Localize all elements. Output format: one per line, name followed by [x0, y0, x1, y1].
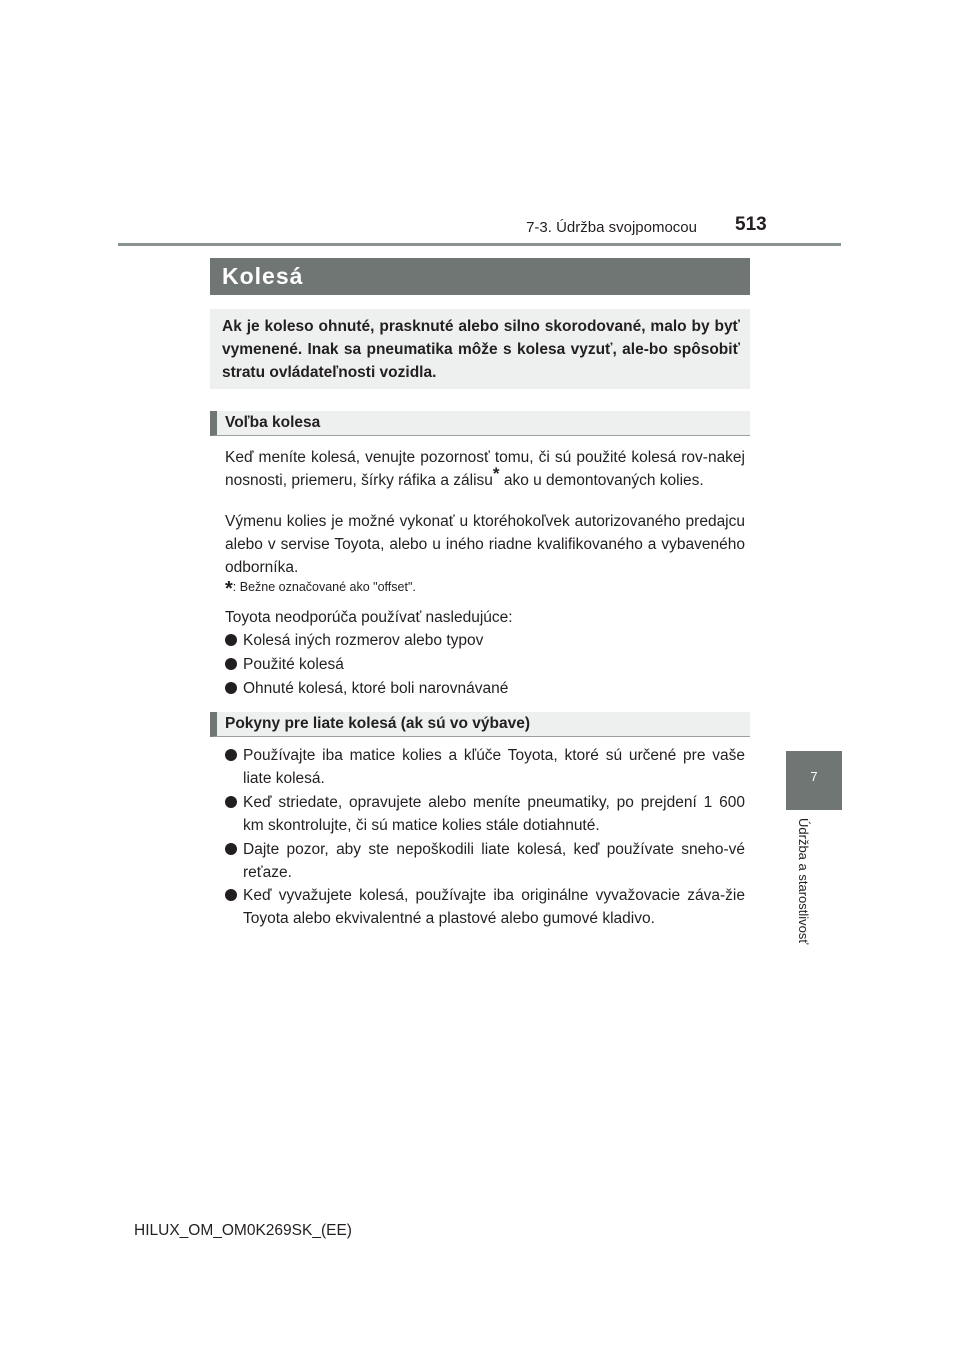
- footnote-star: *: [225, 578, 233, 600]
- bullet-icon: [225, 658, 237, 670]
- list-item-text: Ohnuté kolesá, ktoré boli narovnávané: [243, 680, 509, 697]
- header-rule: [118, 243, 841, 246]
- chapter-tab: [786, 751, 842, 810]
- bullet-icon: [225, 796, 237, 808]
- document-code: HILUX_OM_OM0K269SK_(EE): [134, 1222, 352, 1239]
- chapter-title-vertical: [796, 818, 816, 968]
- page-number: 513: [735, 214, 767, 235]
- paragraph-wheel-specs: [225, 446, 745, 492]
- list-item: [225, 744, 745, 790]
- bullet-icon: [225, 682, 237, 694]
- page-title: Kolesá: [222, 263, 304, 289]
- chapter-number: 7: [810, 769, 818, 784]
- paragraph-not-recommended: Toyota neodporúča používať nasledujúce:: [225, 609, 513, 626]
- footnote: [225, 578, 416, 601]
- list-item: [225, 653, 745, 676]
- subheading-alloy-wheels: [210, 712, 750, 737]
- chapter-title-text: Údržba a starostlivosť: [796, 818, 811, 945]
- paragraph-replacement: Výmenu kolies je možné vykonať u ktoréhokoľvek autorizovaného predajcu alebo v servise Toyota, alebo u iného riadne kvalifikovaného a vybaveného odborníka.: [225, 513, 745, 576]
- list-item: [225, 838, 745, 884]
- bullet-icon: [225, 889, 237, 901]
- list-item: [225, 629, 745, 652]
- paragraph-text: ako u demontovaných kolies.: [499, 472, 704, 489]
- list-item-text: Kolesá iných rozmerov alebo typov: [243, 632, 484, 649]
- page-title-bar: [210, 258, 750, 295]
- list-item-text: Keď striedate, opravujete alebo meníte pneumatiky, po prejdení 1 600 km skontrolujte, či sú matice kolies stále dotiahnuté.: [243, 794, 745, 834]
- section-title: 7-3. Údržba svojpomocou: [526, 219, 697, 236]
- list-item-text: Dajte pozor, aby ste nepoškodili liate kolesá, keď používate sneho-vé reťaze.: [243, 841, 745, 881]
- list-item-text: Používajte iba matice kolies a kľúče Toyota, ktoré sú určené pre vaše liate kolesá.: [243, 747, 745, 787]
- bullet-icon: [225, 634, 237, 646]
- bullet-icon: [225, 843, 237, 855]
- paragraph-text: Keď meníte kolesá, venujte pozornosť tomu, či sú použité kolesá rov-nakej nosnosti, priemeru, šírky ráfika a zálisu: [225, 449, 745, 489]
- subheading-text: Pokyny pre liate kolesá (ak sú vo výbave): [225, 715, 530, 732]
- subheading-wheel-choice: [210, 411, 750, 436]
- list-item-text: Použité kolesá: [243, 656, 344, 673]
- list-item-text: Keď vyvažujete kolesá, používajte iba originálne vyvažovacie záva-žie Toyota alebo ekvivalentné a plastové alebo gumové kladivo.: [243, 887, 745, 927]
- footnote-marker: *: [492, 463, 500, 483]
- footnote-text: : Bežne označované ako "offset".: [232, 580, 416, 594]
- bullet-icon: [225, 749, 237, 761]
- intro-text: Ak je koleso ohnuté, prasknuté alebo silno skorodované, malo by byť vymenené. Inak sa pneumatika môže s kolesa vyzuť, ale-bo spôsobiť stratu ovládateľnosti vozidla.: [222, 318, 740, 381]
- subheading-text: Voľba kolesa: [225, 414, 321, 431]
- list-item: [225, 884, 745, 930]
- list-item: [225, 791, 745, 837]
- list-item: [225, 677, 745, 700]
- intro-box: [210, 309, 750, 389]
